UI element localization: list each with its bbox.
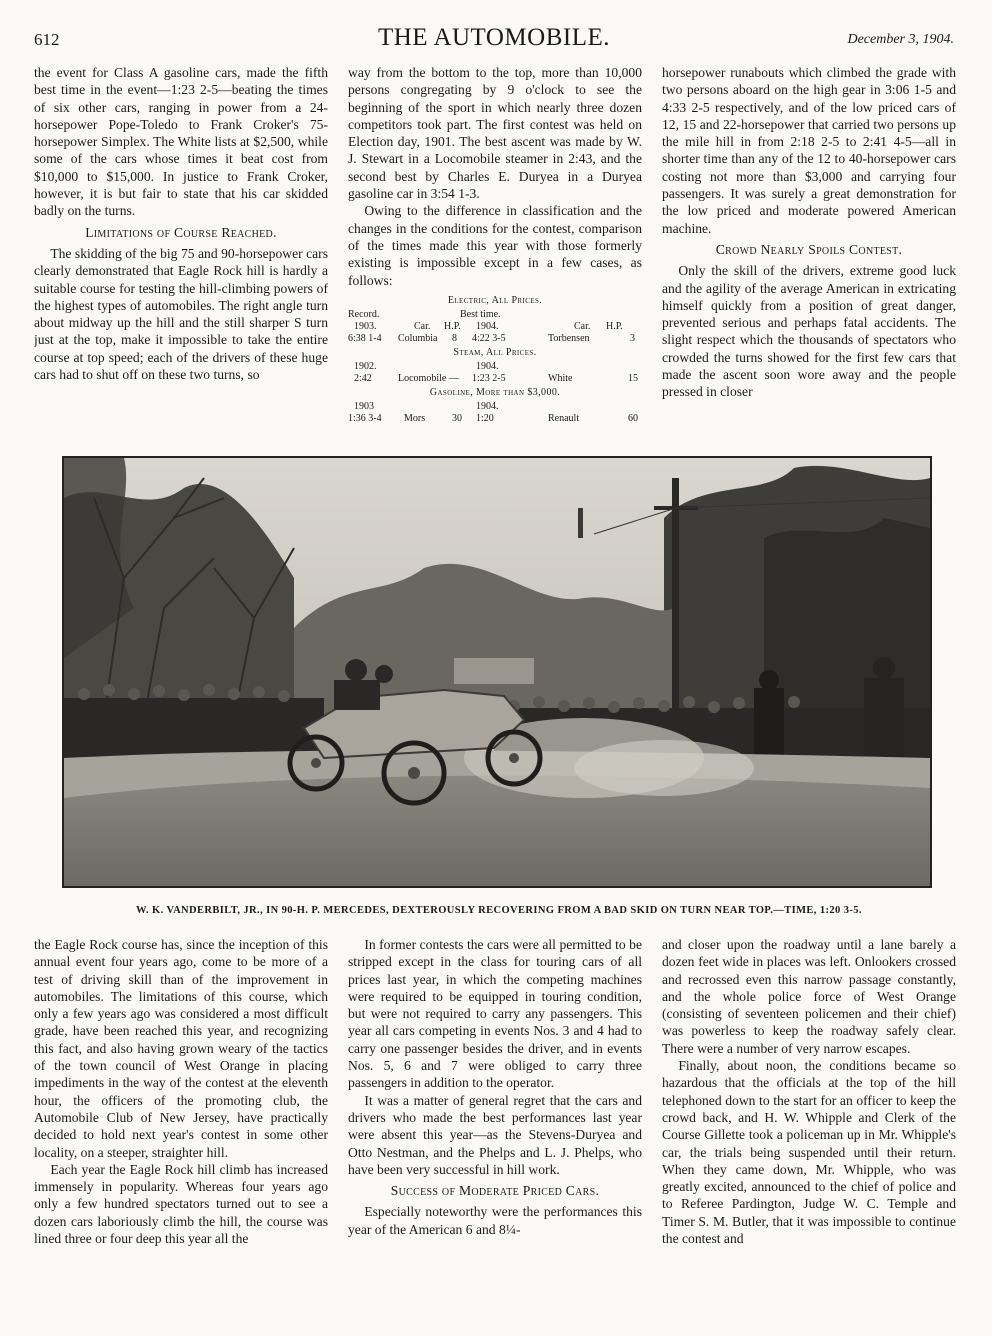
table-cell: 1904. [476, 320, 499, 332]
table-cell: Renault [548, 412, 580, 424]
results-table [348, 295, 642, 425]
paragraph: way from the bottom to the top, more than 10,000 persons congregating by 9 o'clock to see the beginning of the sport in which nearly three dozen competitors took part. The first contest was held on Election day, 1901. The best ascent was made by W. J. Stewart in a Locomobile steamer in 2:43, and the second best by Charles E. Duryea in a Duryea gasoline car in 3:54 1-3. [348, 65, 642, 202]
table-row [348, 333, 642, 345]
table-heading-steam: Steam, All Prices. [453, 346, 537, 358]
bottom-column-2 [348, 936, 642, 1326]
table-cell: Columbia [398, 332, 438, 344]
table-heading-electric: Electric, All Prices. [447, 294, 543, 306]
paragraph: Owing to the difference in classification and the changes in the conditions for the contest, comparison of the times made this year with those formerly existing is impossible except in a few cases, as follows: [348, 203, 642, 288]
paragraph: The skidding of the big 75 and 90-horsepower cars clearly demonstrated that Eagle Rock hill is hardly a suitable course for testing the hill-climbing powers of the highest types of automobiles. The right angle turn about midway up the hill and the still sharper S turn just at the top, make it impossible to take the entire course at top speed; each of the drivers of these huge cars had to shut off on these two turns, so [34, 245, 328, 383]
paragraph: Only the skill of the drivers, extreme good luck and the agility of the average American in extricating himself quickly from a position of great danger, prevented serious and perhaps fatal accidents. The slight respect which the thousands of spectators who crowded the turns showed for the first few cars that made the ascent soon wore away and the people pressed in closer [662, 263, 956, 400]
masthead: THE AUTOMOBILE. [377, 24, 611, 51]
table-cell: 1:36 3-4 [348, 412, 382, 424]
issue-date: December 3, 1904. [847, 32, 954, 47]
page-header [34, 24, 954, 54]
table-cell: Torbensen [548, 332, 590, 344]
table-row [348, 373, 642, 385]
bottom-column-1 [34, 936, 328, 1326]
table-cell: 4:22 3-5 [472, 332, 506, 344]
table-cell: Car. [574, 320, 591, 332]
table-heading-gasoline: Gasoline, More than $3,000. [429, 386, 561, 398]
table-cell: White [548, 372, 573, 384]
table-row [348, 413, 642, 425]
table-cell: 6:38 1-4 [348, 332, 382, 344]
paragraph: In former contests the cars were all permitted to be stripped except in the class for touring cars of all prices last year, in which the competing machines were required to be equipped in touring condition, but were not required to carry any passengers. This year all cars competing in events Nos. 3 and 4 had to carry one passenger besides the driver, and in events Nos. 5, 6 and 7 were obliged to carry three passengers in addition to the operator. [348, 937, 642, 1091]
top-column-2 [348, 64, 642, 450]
section-heading: Crowd Nearly Spoils Contest. [715, 241, 903, 257]
table-cell: 1902. [354, 360, 377, 372]
table-row [348, 361, 642, 373]
table-cell: Record. [348, 308, 380, 320]
photo-caption: W. K. VANDERBILT, JR., IN 90-H. P. MERCEDES, DEXTEROUSLY RECOVERING FROM A BAD SKID ON TURN NEAR TOP.—TIME, 1:20 3-5. [136, 905, 862, 916]
table-cell: 60 [628, 412, 638, 424]
paragraph: Each year the Eagle Rock hill climb has increased immensely in popularity. Whereas four years ago only a few hundred spectators turned out to see a dozen cars laboriously climb the hill, the course was lined three or four deep this year all the [34, 1161, 328, 1247]
paragraph: Finally, about noon, the conditions became so hazardous that the officials at the top of the hill telephoned down to the start for an officer to keep the crowd back, and H. W. Whipple and Clerk of the Course Gillette took a policeman up in Mr. Whipple's car, the trials being suspended until their return. When they came down, Mr. Whipple, who was greatly excited, announced to the chief of police and to Referee Pardington, Judge W. C. Temple and Timer S. M. Butler, that it was impossible to continue the contest and [662, 1058, 956, 1247]
table-cell: Mors [404, 412, 426, 424]
photo-illustration [64, 458, 930, 886]
table-row [348, 401, 642, 413]
table-cell: 3 [630, 332, 635, 344]
table-cell: 1:20 [476, 412, 494, 424]
page-number: 612 [34, 30, 60, 49]
table-row [348, 321, 642, 333]
paragraph: It was a matter of general regret that the cars and drivers who made the best performances last year were absent this year—as the Stevens-Duryea and Otto Nestman, and the Phelps and L. J. Phelps, who have been very successful in hill work. [348, 1092, 642, 1177]
table-cell: Best time. [460, 308, 501, 320]
table-cell: Locomobile — [398, 372, 459, 384]
section-heading: Success of Moderate Priced Cars. [390, 1183, 600, 1199]
paragraph: the Eagle Rock course has, since the inception of this annual event four years ago, come to be more of a test of driving skill than of the improvement in automobiles. The limitations of this course, which only a few years ago was considered a most difficult grade, have been reached this year, and recognizing this fact, and also having grown weary of the tactics of the town council of West Orange in placing impediments in the way of the contest at the eleventh hour, the officers of the promoting club, the Automobile Club of New Jersey, have practically decided to hold next year's contest in some other locality, on a steeper, straighter hill. [34, 937, 328, 1160]
table-cell: 1903 [354, 400, 374, 412]
table-cell: 2:42 [354, 372, 372, 384]
table-cell: 1904. [476, 400, 499, 412]
paragraph: and closer upon the roadway until a lane barely a dozen feet wide in places was left. Onlookers crossed and recrossed even this narrow passage constantly, and the whole police force of West Orange (consisting of seventeen policemen and their chief) was powerless to keep the roadway safely clear. There were a number of very narrow escapes. [662, 937, 956, 1056]
top-column-3 [662, 64, 956, 450]
table-row [348, 309, 642, 321]
table-cell: H.P. [606, 320, 623, 332]
table-cell: 1:23 2-5 [472, 372, 506, 384]
paragraph: Especially noteworthy were the performances this year of the American 6 and 8¼- [348, 1204, 642, 1237]
paragraph: horsepower runabouts which climbed the grade with two persons aboard on the high gear in 3:06 1-5 and 4:33 2-5 respectively, and of the low priced cars of 12, 15 and 22-horsepower that carried two persons up the mile hill in from 2:18 2-5 to 2:41 4-5—all in shorter time than any of the 12 to 40-horsepower cars costing not more than $3,000 and carrying four passengers. It was surely a great demonstration for the low priced and moderate powered American machine. [662, 65, 956, 236]
table-cell: H.P. [444, 320, 461, 332]
table-cell: 30 [452, 412, 462, 424]
table-cell: Car. [414, 320, 431, 332]
paragraph: the event for Class A gasoline cars, made the fifth best time in the event—1:23 2-5—beating the times of six other cars, ranging in power from a 24-horsepower Pope-Toledo to Frank Croker's 75-horsepower Simplex. The White lists at $2,500, while some of the cars whose times it beat cost from $10,000 to $15,000. In justice to Frank Croker, however, it is but fair to state that his car skidded badly on the turns. [34, 65, 328, 219]
top-column-1 [34, 64, 328, 450]
table-cell: 15 [628, 372, 638, 384]
bottom-column-3 [662, 936, 956, 1326]
section-heading: Limitations of Course Reached. [85, 224, 277, 240]
table-cell: 1904. [476, 360, 499, 372]
race-photograph [62, 456, 932, 888]
table-cell: 1903. [354, 320, 377, 332]
table-cell: 8 [452, 332, 457, 344]
